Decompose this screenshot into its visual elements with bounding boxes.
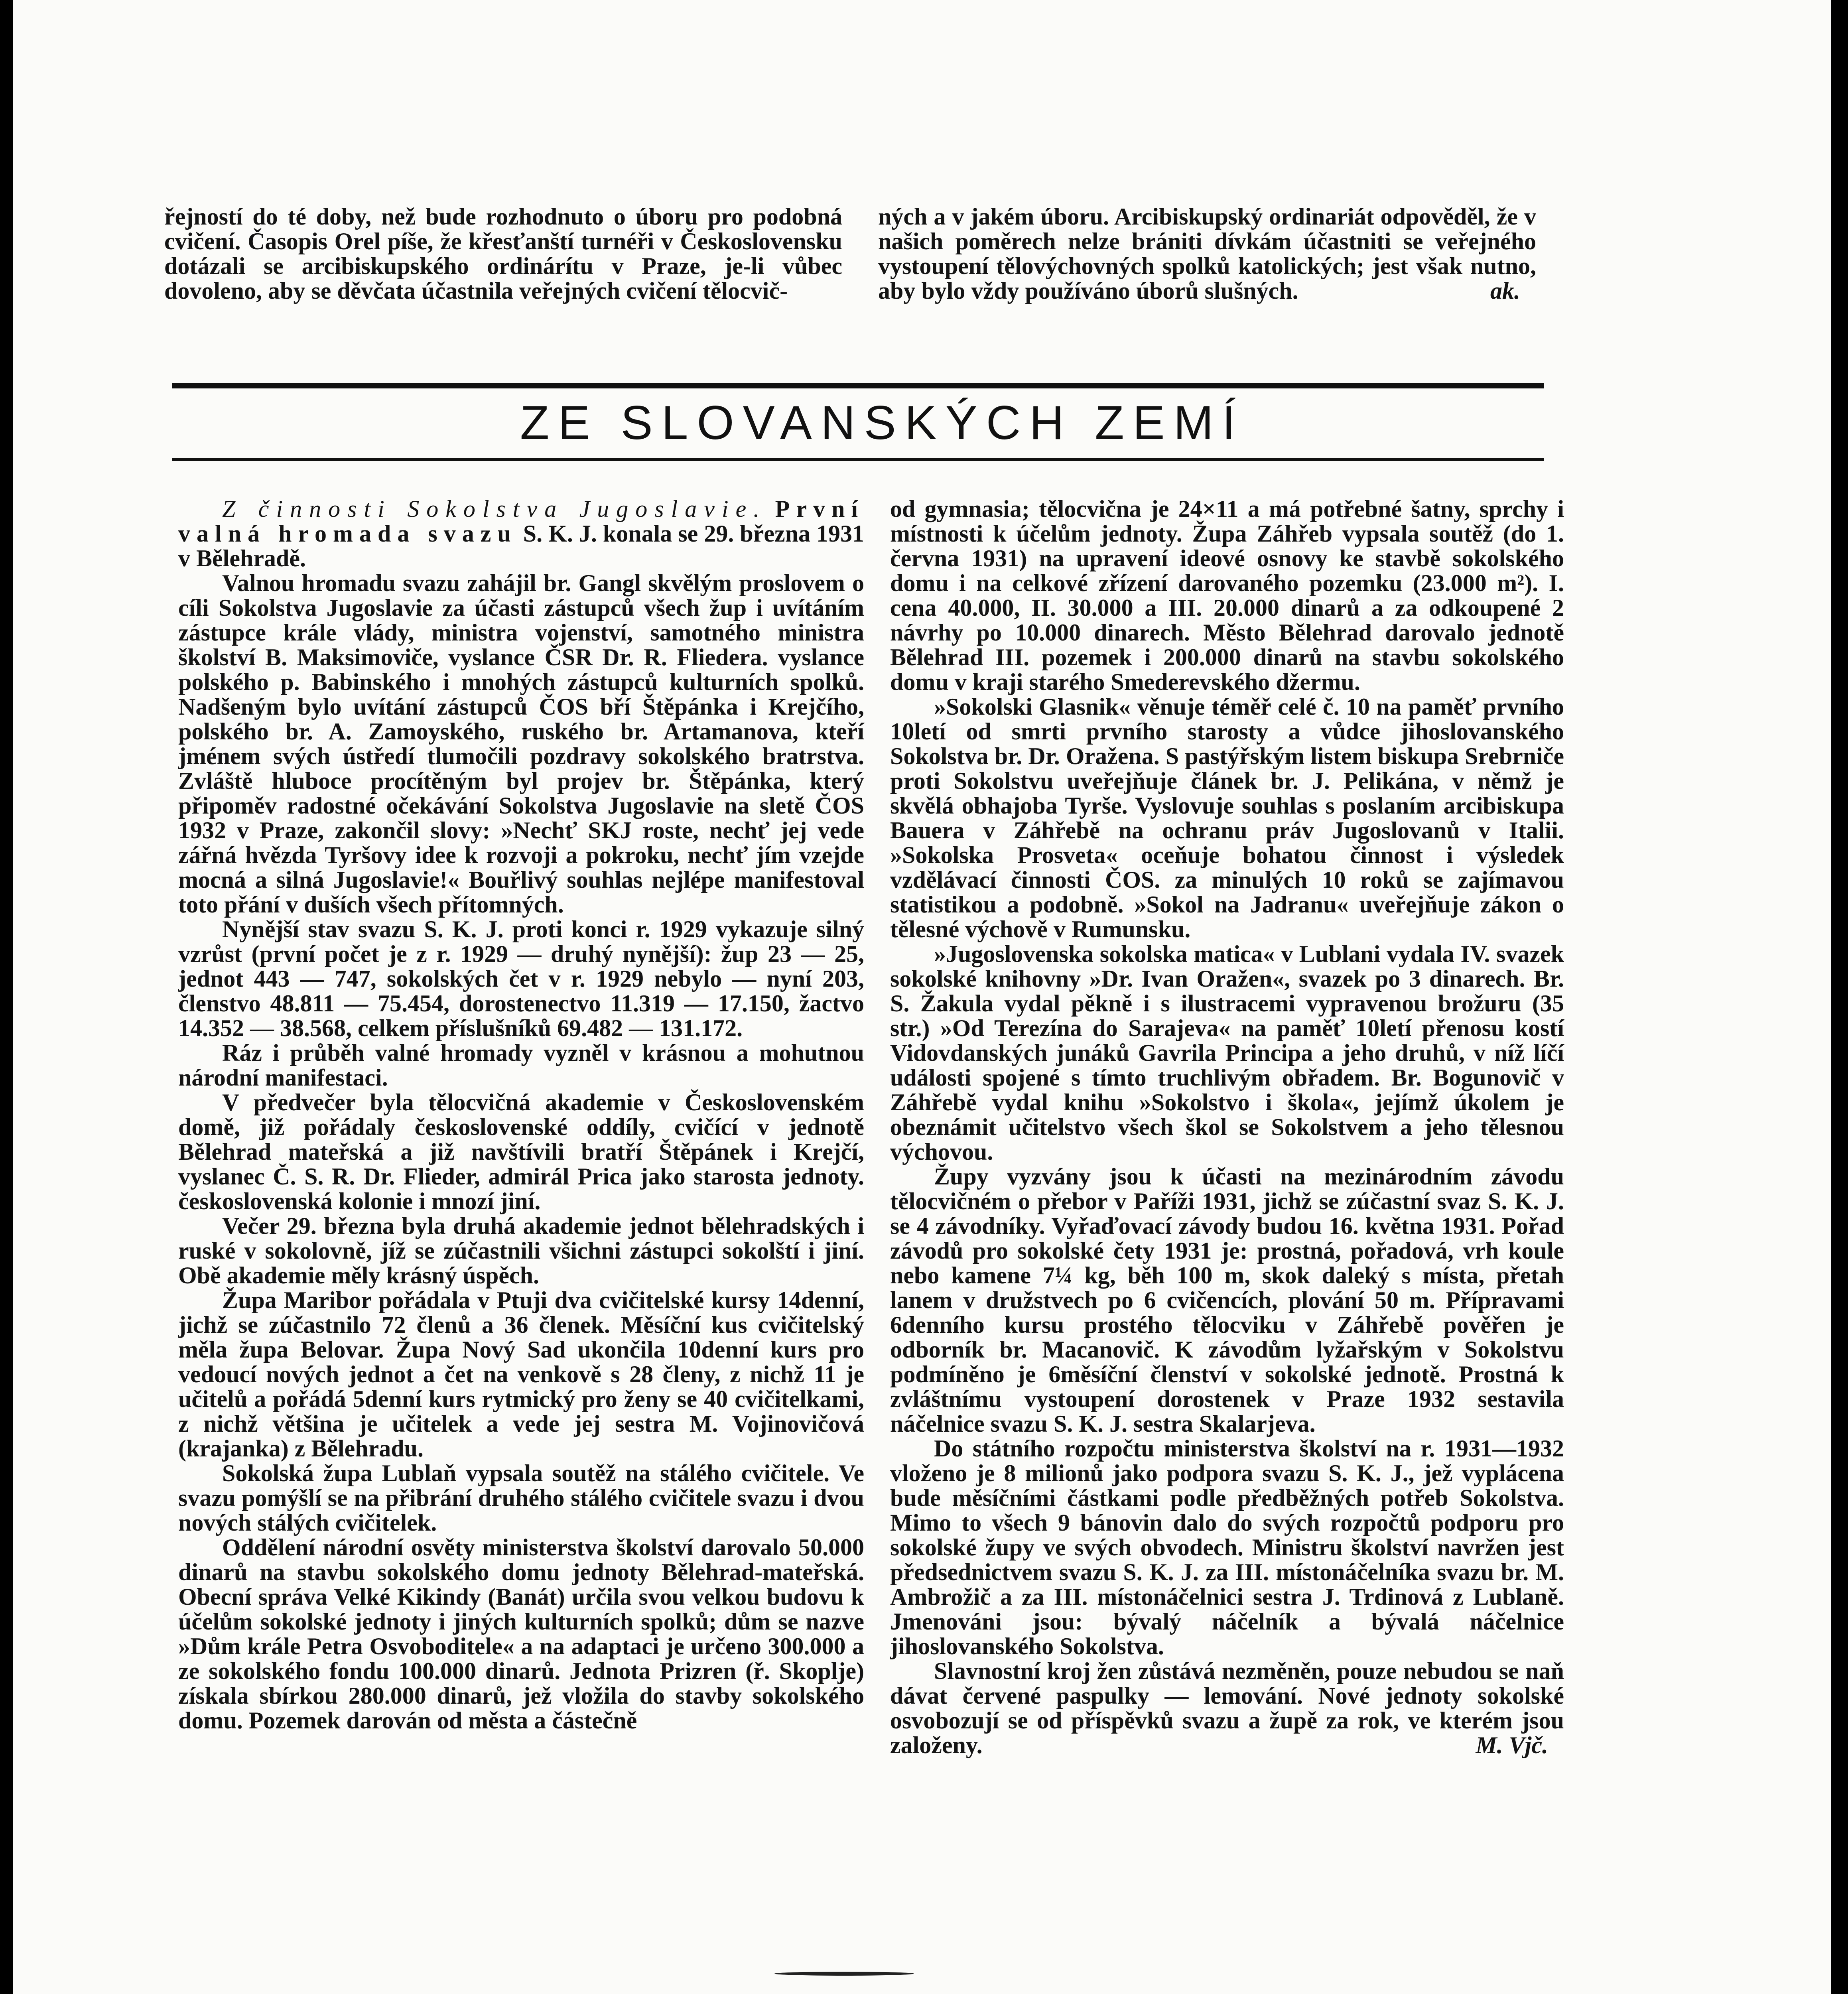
right-paragraph: »Jugoslovenska sokolska matica« v Lublani vydala IV. svazek sokolské knihovny »Dr. Ivan Oražen«, svazek po 3 dinarech. Br. S. Žakula vydal pěkně i s ilustracemi vypravenou brožuru (35 str.) »Od Terezína do Sarajeva« na paměť 10letí přenosu kostí Vidovdanských junáků Gavrila Principa a jeho druhů, v níž líčí události spojené s tímto truchlivým obřadem. Br. Bogunovič v Záhřebě vydal knihu »Sokolstvo i škola«, jejímž úkolem je obeznámit učitelstvo všech škol se Sokolstvem a jeho tělesnou výchovou. bbox=[890, 941, 1564, 1165]
left-paragraph: Nynější stav svazu S. K. J. proti konci r. 1929 vykazuje silný vzrůst (první počet je z r. 1929 — druhý nynější): žup 23 — 25, jednot 443 — 747, sokolských čet v r. 1929 nebylo — nyní 203, členstvo 48.811 — 75.454, dorostenectvo 11.319 — 17.150, žactvo 14.352 — 38.568, celkem příslušníků 69.482 — 131.172. bbox=[178, 916, 864, 1041]
page bbox=[13, 0, 1831, 1994]
top-right-signature: ak. bbox=[1490, 278, 1520, 304]
left-paragraph: Večer 29. března byla druhá akademie jednot bělehradských i ruské v sokolovně, jíž se zúčastnili všichni zástupci sokolští i jiní. Obě akademie měly krásný úspěch. bbox=[178, 1213, 864, 1289]
left-paragraph: V předvečer byla tělocvičná akademie v Československém domě, již pořádaly československé oddíly, cvičící v jednotě Bělehrad mateřská a již navštívili bratří Štěpánek i Krejčí, vyslanec Č. S. R. Dr. Flieder, admirál Prica jako starosta jednoty. československá kolonie i mnozí jiní. bbox=[178, 1089, 864, 1214]
right-last-text: Slavnostní kroj žen zůstává nezměněn, pouze nebudou se naň dávat červené paspulky — lemování. Nové jednoty sokolské osvobozují se od příspěvků svazu a župě za rok, ve kterém jsou založeny. bbox=[890, 1658, 1564, 1758]
top-left-column bbox=[164, 204, 842, 303]
top-right-column bbox=[878, 204, 1536, 303]
right-paragraph: Do státního rozpočtu ministerstva školství na r. 1931—1932 vloženo je 8 milionů jako podpora svazu S. K. J., jež vyplácena bude měsíčními částkami podle předběžných potřeb Sokolstva. Mimo to všech 9 bánovin dalo do svých rozpočtů podporu pro sokolské župy ve svých obvodech. Ministru školství navržen jest předsednictvem svazu S. K. J. za III. místonáčelníka svazu br. M. Ambrožič a za III. místonáčelnici sestra J. Trdinová z Lublaně. Jmenováni jsou: bývalý náčelník a bývalá náčelnice jihoslovanského Sokolstva. bbox=[890, 1435, 1564, 1659]
left-paragraph: Valnou hromadu svazu zahájil br. Gangl skvělým proslovem o cíli Sokolstva Jugoslavie za účasti zástupců všech žup i uvítáním zástupce krále vlády, ministra vojenství, samotného ministra školství B. Maksimoviče, vyslance ČSR Dr. R. Fliedera. vyslance polského p. Babinského i mnohých zástupců kulturních spolků. Nadšeným bylo uvítání zástupců ČOS bří Štěpánka i Krejčího, polského br. A. Zamoyského, ruského br. Artamanova, kteří jménem svých ústředí tlumočili pozdravy sokolského bratrstva. Zvláště hluboce procítěným byl projev br. Štěpánka, který připoměv radostné očekávání Sokolstva Jugoslavie na sletě ČOS 1932 v Praze, zakončil slovy: »Nechť SKJ roste, nechť jej vede zářná hvězda Tyršovy idee k rozvoji a pokroku, nechť jím vzejde mocná a silná Jugoslavie!« Bouřlivý souhlas nejlépe manifestoval toto přání v duších všech přítomných. bbox=[178, 570, 864, 918]
article-signature: M. Vjč. bbox=[1476, 1732, 1548, 1758]
top-right-body: ných a v jakém úboru. Arcibiskupský ordinariát odpověděl, že v našich poměrech nelze brániti dívkám účastniti se veřejného vystoupení tělovýchovných spolků katolických; jest však nutno, aby bylo vždy používáno úborů slušných. bbox=[878, 203, 1536, 304]
left-paragraph: Župa Maribor pořádala v Ptuji dva cvičitelské kursy 14denní, jichž se zúčastnilo 72 členů a 36 členek. Měsíční kus cvičitelský měla župa Belovar. Župa Nový Sad ukončila 10denní kurs pro vedoucí nových jednot a čet na venkově s 28 členy, z nichž 11 je učitelů a pořádá 5denní kurs rytmický pro ženy se 40 cvičitelkami, z nichž většina je učitelek a vede jej sestra M. Vojinovičová (krajanka) z Bělehradu. bbox=[178, 1287, 864, 1462]
left-column bbox=[178, 497, 864, 1733]
lead-paragraph bbox=[178, 497, 864, 571]
top-right-text bbox=[878, 204, 1536, 303]
lead-spaced: První valná hromada svazu bbox=[178, 496, 864, 547]
left-paragraph: Sokolská župa Lublaň vypsala soutěž na stálého cvičitele. Ve svazu pomýšlí se na přibrání druhého stálého cvičitele svazu i dvou nových stálých cvičitelek. bbox=[178, 1460, 864, 1536]
ornament-divider bbox=[774, 1972, 914, 1976]
lead-title: Z činnosti Sokolstva Jugoslavie. bbox=[222, 496, 767, 522]
right-paragraph: Župy vyzvány jsou k účasti na mezinárodním závodu tělocvičném o přebor v Paříži 1931, jichž se zúčastní svaz S. K. J. se 4 závodníky. Vyřaďovací závody budou 16. května 1931. Pořad závodů pro sokolské čety 1931 je: prostná, pořadová, vrh koule nebo kamene 7¼ kg, běh 100 m, skok daleký s místa, přetah lanem v družstvech po 6 cvičencích, plování 50 m. Přípravami 6denního kursu prostého tělocviku v Záhřebě pověřen je odborník br. Macanovič. K závodům lyžařským v Sokolstvu podmíněno je 6měsíční členství v sokolské jednotě. Prostná k zvláštnímu vystoupení dorostenek v Praze 1932 sestavila náčelnice svazu S. K. J. sestra Skalarjeva. bbox=[890, 1163, 1564, 1437]
right-paragraph bbox=[890, 1659, 1564, 1758]
left-paragraph: Ráz i průběh valné hromady vyzněl v krásnou a mohutnou národní manifestaci. bbox=[178, 1040, 864, 1091]
heading-rule-top bbox=[172, 383, 1544, 388]
top-left-text: řejností do té doby, než bude rozhodnuto o úboru pro podobná cvičení. Časopis Orel píše, že křesťanští turnéři v Československu dotázali se arcibiskupského ordinárítu v Praze, je-li vůbec dovoleno, aby se děvčata účastnila veřejných cvičení tělocvič- bbox=[164, 203, 842, 304]
left-paragraph: Oddělení národní osvěty ministerstva školství darovalo 50.000 dinarů na stavbu sokolského domu jednoty Bělehrad-mateřská. Obecní správa Velké Kikindy (Banát) určila svou velkou budovu k účelům sokolské jednoty i jiných kulturních spolků; dům se nazve »Dům krále Petra Osvoboditele« a na adaptaci je určeno 300.000 a ze sokolského fondu 100.000 dinarů. Jednota Prizren (ř. Skoplje) získala sbírkou 280.000 dinarů, jež vložila do stavby sokolského domu. Pozemek darován od města a částečně bbox=[178, 1534, 864, 1734]
right-paragraph: od gymnasia; tělocvična je 24×11 a má potřebné šatny, sprchy i místnosti k účelům jednoty. Župa Záhřeb vypsala soutěž (do 1. června 1931) na upravení ideové osnovy ke stavbě sokolského domu i na celkové zřízení darovaného pozemku (23.000 m²). I. cena 40.000, II. 30.000 a III. 20.000 dinarů a za odkoupené 2 návrhy po 10.000 dinarech. Město Bělehrad darovalo jednotě Bělehrad III. pozemek i 200.000 dinarů na stavbu sokolského domu v kraji starého Smederevského džermu. bbox=[890, 496, 1564, 695]
right-paragraph: »Sokolski Glasnik« věnuje téměř celé č. 10 na paměť prvního 10letí od smrti prvního starosty a vůdce jihoslovanského Sokolstva br. Dr. Oražena. S pastýřským listem biskupa Srebrniče proti Sokolstvu uveřejňuje článek br. J. Pelikána, v němž je skvělá obhajoba Tyrše. Vyslovuje souhlas s poslaním arcibiskupa Bauera v Záhřebě na ochranu práv Jugoslovanů v Italii. »Sokolska Prosveta« oceňuje bohatou činnost i výsledek vzdělávací činnosti ČOS. za minulých 10 roků se zajímavou statistikou a podobně. »Sokol na Jadranu« uveřejňuje zákon o tělesné výchově v Rumunsku. bbox=[890, 694, 1564, 942]
lead-rest: S. K. J. konala se 29. března 1931 v Bělehradě. bbox=[178, 520, 865, 571]
section-heading: ZE SLOVANSKÝCH ZEMÍ bbox=[520, 396, 1245, 449]
heading-rule-bottom bbox=[172, 458, 1544, 461]
right-column bbox=[890, 497, 1564, 1758]
